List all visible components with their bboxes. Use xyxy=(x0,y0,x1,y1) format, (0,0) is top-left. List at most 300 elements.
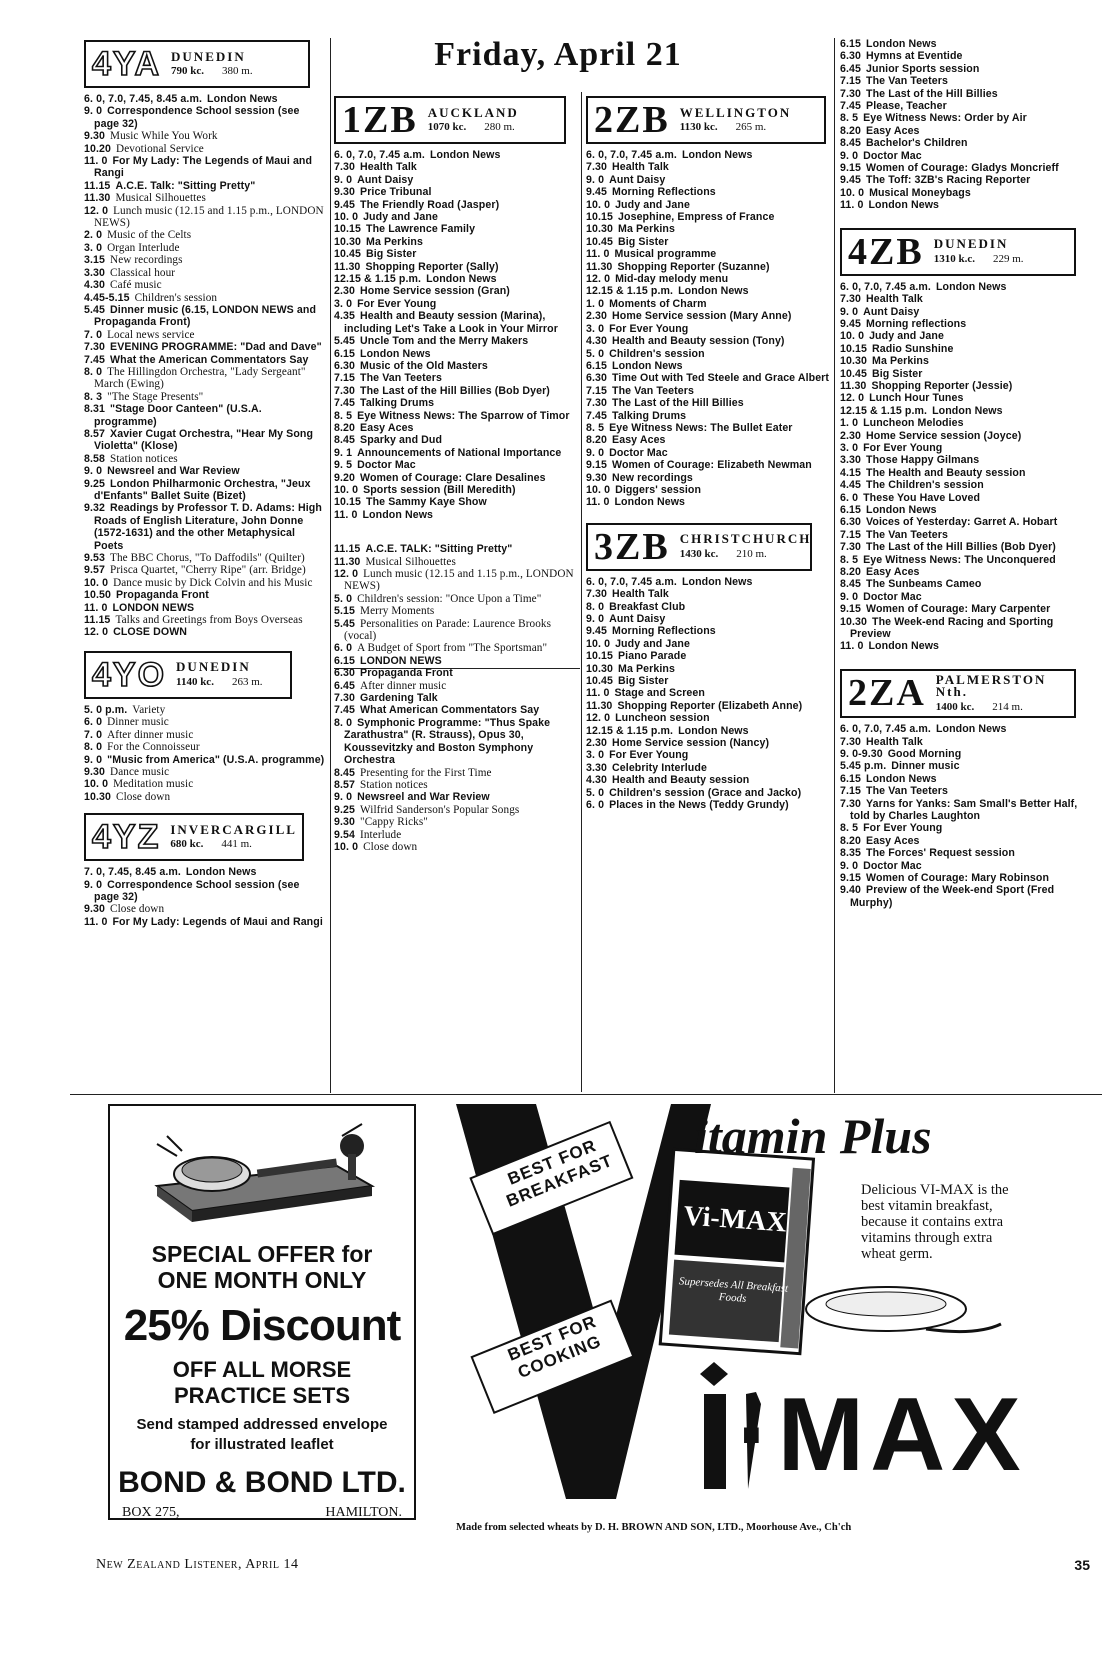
schedule-entry xyxy=(840,748,1094,760)
schedule-entry xyxy=(334,236,578,248)
schedule-entry xyxy=(840,293,1094,305)
entry-description: Bachelor's Children xyxy=(866,137,968,150)
station-m: 229 m. xyxy=(992,252,1024,265)
entry-description: Xavier Cugat Orchestra, "Hear My Song Violetta" (Klose) xyxy=(94,427,314,453)
entry-description: London News xyxy=(185,866,257,879)
schedule-entry xyxy=(586,787,832,799)
entry-description: Morning reflections xyxy=(866,317,967,330)
schedule-entry xyxy=(334,310,578,335)
schedule-entry xyxy=(334,186,578,198)
schedule-entry xyxy=(334,410,578,422)
schedule-entry xyxy=(586,236,832,248)
ad-line: ONE MONTH ONLY xyxy=(157,1267,367,1293)
entry-description: Station notices xyxy=(360,778,428,791)
entry-time: 10.15 xyxy=(840,342,868,355)
entry-description: Easy Aces xyxy=(360,421,414,434)
entry-time: 3.15 xyxy=(84,254,106,267)
schedule-entry xyxy=(334,199,578,211)
station-call: 2ZA xyxy=(848,672,926,715)
entry-time: 7.45 xyxy=(84,353,106,366)
vimax-box-tagline: Supersedes All Breakfast Foods xyxy=(678,1275,789,1305)
schedule-entry xyxy=(586,496,832,508)
entry-time: 12.15 & 1.15 p.m. xyxy=(840,404,928,417)
entry-description: EVENING PROGRAMME: "Dad and Dave" xyxy=(110,341,322,354)
entry-time: 11. 0 xyxy=(84,601,108,614)
schedule-entry xyxy=(334,496,578,508)
entry-time: 11. 0 xyxy=(84,915,108,928)
schedule-entry xyxy=(334,273,578,285)
entry-time: 6. 0, 7.0, 7.45, 8.45 a.m. xyxy=(84,93,203,105)
entry-time: 6. 0, 7.0, 7.45 a.m. xyxy=(586,575,677,588)
entry-time: 8. 0 xyxy=(586,600,605,613)
schedule-entry xyxy=(840,343,1094,355)
entry-description: London News xyxy=(868,640,940,653)
entry-time: 5. 0 p.m. xyxy=(84,703,128,716)
entry-description: Propaganda Front xyxy=(360,667,453,680)
schedule-entry xyxy=(586,273,832,285)
entry-description: The Van Teeters xyxy=(866,75,948,88)
entry-time: 7.30 xyxy=(840,797,862,810)
station-m: 214 m. xyxy=(992,700,1023,713)
entry-time: 6. 0, 7.0, 7.45 a.m. xyxy=(334,149,425,161)
entry-time: 9.40 xyxy=(840,884,862,897)
schedule-entry xyxy=(84,916,326,928)
entry-time: 12. 0 xyxy=(840,392,865,405)
entry-description: Morning Reflections xyxy=(612,186,716,199)
schedule-entry xyxy=(840,822,1094,834)
schedule-entry xyxy=(334,335,578,347)
entry-time: 5. 0 xyxy=(334,592,353,605)
entry-description: London News xyxy=(207,93,278,105)
entry-description: Ma Perkins xyxy=(618,662,675,675)
entry-time: 10.30 xyxy=(334,235,362,248)
entry-time: 10.15 xyxy=(586,650,614,663)
entry-description: The Last of the Hill Billies (Bob Dyer) xyxy=(866,541,1056,554)
entry-time: 3.30 xyxy=(586,761,608,774)
station-kc: 1310 k.c. xyxy=(933,252,975,265)
entry-time: 9. 0 xyxy=(84,878,103,891)
entry-description: New recordings xyxy=(110,254,183,267)
entry-description: For Ever Young xyxy=(609,322,689,335)
schedule-entry xyxy=(586,650,832,662)
entry-description: London News xyxy=(932,404,1003,417)
entry-time: 7.30 xyxy=(586,161,608,174)
entry-description: Home Service session (Nancy) xyxy=(612,737,770,750)
entry-description: London News xyxy=(866,38,937,50)
entry-description: Josephine, Empress of France xyxy=(618,211,775,224)
section-rule xyxy=(70,1094,1102,1095)
entry-description: LONDON NEWS xyxy=(112,601,195,614)
entry-time: 4.30 xyxy=(586,335,608,348)
entry-description: The Friendly Road (Jasper) xyxy=(360,198,500,211)
entry-description: "Music from America" (U.S.A. programme) xyxy=(107,753,325,766)
entry-time: 6. 0 xyxy=(586,799,605,812)
entry-description: Eye Witness News: The Unconquered xyxy=(863,553,1056,566)
entry-description: The Van Teeters xyxy=(866,528,948,541)
entry-time: 9. 5 xyxy=(334,459,353,472)
entry-description: Health Talk xyxy=(866,293,923,306)
entry-time: 9. 0 xyxy=(840,590,859,603)
entry-description: Ma Perkins xyxy=(872,355,929,368)
column-1 xyxy=(84,38,326,928)
entry-description: Hymns at Eventide xyxy=(866,50,963,63)
entry-description: Health Talk xyxy=(866,735,923,748)
station-header-4zb xyxy=(840,228,1076,276)
schedule-entry xyxy=(84,577,326,589)
entry-time: 10.15 xyxy=(334,496,362,509)
station-city: DUNEDIN xyxy=(176,659,251,675)
entry-description: Ma Perkins xyxy=(618,223,675,236)
entry-description: Presenting for the First Time xyxy=(360,766,492,779)
entry-time: 8. 5 xyxy=(840,553,859,566)
entry-time: 9. 0 xyxy=(84,105,103,118)
entry-description: Lunch Hour Tunes xyxy=(869,392,964,405)
entry-description: Easy Aces xyxy=(866,834,920,847)
schedule-entry xyxy=(840,88,1094,100)
schedule-entry xyxy=(84,304,326,329)
station-call: 4ZB xyxy=(848,230,924,273)
entry-time: 11.30 xyxy=(840,379,867,392)
entry-time: 7.15 xyxy=(586,384,608,397)
schedule-entry xyxy=(586,712,832,724)
schedule-entry xyxy=(586,737,832,749)
schedule-3zb xyxy=(586,576,832,812)
entry-description: "Stage Door Canteen" (U.S.A. programme) xyxy=(94,403,262,428)
entry-time: 10.30 xyxy=(84,790,112,803)
schedule-entry xyxy=(334,704,578,716)
entry-time: 7. 0 xyxy=(84,328,103,341)
entry-description: A Budget of Sport from "The Sportsman" xyxy=(357,642,548,655)
entry-time: 12. 0 xyxy=(586,273,611,286)
entry-time: 8. 5 xyxy=(840,822,859,835)
entry-description: Judy and Jane xyxy=(363,211,438,224)
entry-time: 5.45 xyxy=(84,303,106,316)
entry-description: Easy Aces xyxy=(612,434,666,447)
entry-description: Children's session xyxy=(134,291,218,304)
entry-time: 8.20 xyxy=(840,124,862,137)
station-header-4yz xyxy=(84,813,304,861)
schedule-entry xyxy=(84,279,326,291)
schedule-entry xyxy=(840,162,1094,174)
entry-description: Children's session: "Once Upon a Time" xyxy=(357,592,542,605)
entry-description: Sparky and Dud xyxy=(360,434,443,447)
ad-line: PRACTICE SETS xyxy=(173,1383,351,1408)
schedule-entry xyxy=(586,186,832,198)
schedule-entry xyxy=(84,589,326,601)
entry-time: 9. 0 xyxy=(840,859,859,872)
station-header-1zb xyxy=(334,96,566,144)
entry-description: Luncheon session xyxy=(615,712,710,725)
entry-time: 6. 0 xyxy=(840,491,859,504)
entry-time: 11. 0 xyxy=(334,508,358,521)
entry-time: 7.15 xyxy=(840,528,862,541)
schedule-entry xyxy=(586,762,832,774)
entry-description: The Sunbeams Cameo xyxy=(866,578,982,591)
entry-description: For Ever Young xyxy=(863,441,943,454)
entry-description: Aunt Daisy xyxy=(863,305,920,318)
schedule-entry xyxy=(84,778,326,790)
schedule-entry xyxy=(334,223,578,235)
entry-time: 9.15 xyxy=(840,603,862,616)
entry-time: 10.45 xyxy=(840,367,868,380)
entry-time: 11.30 xyxy=(586,260,613,273)
schedule-entry xyxy=(840,640,1094,652)
entry-time: 8.45 xyxy=(840,137,862,150)
schedule-entry xyxy=(840,187,1094,199)
entry-description: London News xyxy=(426,273,497,286)
entry-time: 1. 0 xyxy=(840,417,859,430)
schedule-entry xyxy=(586,687,832,699)
entry-description: Gardening Talk xyxy=(360,692,438,705)
entry-time: 10.45 xyxy=(586,675,614,688)
entry-time: 8.45 xyxy=(334,434,356,447)
entry-description: Doctor Mac xyxy=(863,859,922,872)
entry-time: 6. 0, 7.0, 7.45 a.m. xyxy=(840,723,931,736)
entry-time: 8.20 xyxy=(840,834,862,847)
entry-time: 7.15 xyxy=(334,372,356,385)
schedule-entry xyxy=(586,323,832,335)
entry-time: 11.15 xyxy=(84,179,111,192)
schedule-entry xyxy=(334,816,578,828)
schedule-entry xyxy=(334,447,578,459)
schedule-entry xyxy=(840,150,1094,162)
schedule-entry xyxy=(840,306,1094,318)
schedule-entry xyxy=(334,605,578,617)
entry-time: 11.15 xyxy=(334,543,361,556)
station-call: 4YA xyxy=(92,45,162,83)
entry-time: 8.20 xyxy=(840,566,862,579)
schedule-entry xyxy=(84,205,326,230)
entry-time: 4.45-5.15 xyxy=(84,291,130,304)
entry-time: 4.30 xyxy=(84,279,106,292)
entry-description: London News xyxy=(868,199,940,212)
schedule-entry xyxy=(586,310,832,322)
entry-description: Women of Courage: Gladys Moncrieff xyxy=(866,162,1059,175)
entry-description: What the American Commentators Say xyxy=(110,353,309,366)
entry-description: Organ Interlude xyxy=(107,241,180,254)
entry-description: Big Sister xyxy=(618,675,669,688)
schedule-entry xyxy=(840,860,1094,872)
entry-description: Aunt Daisy xyxy=(609,613,666,625)
station-header-2za xyxy=(840,669,1076,718)
schedule-entry xyxy=(84,903,326,915)
entry-time: 7.30 xyxy=(840,541,862,554)
schedule-entry xyxy=(334,348,578,360)
schedule-entry xyxy=(840,63,1094,75)
entry-description: Judy and Jane xyxy=(615,198,690,211)
entry-description: Dinner music xyxy=(107,716,169,729)
station-kc: 680 kc. xyxy=(170,838,204,851)
entry-time: 10. 0 xyxy=(586,483,611,496)
schedule-entry xyxy=(334,791,578,803)
schedule-entry xyxy=(840,330,1094,342)
schedule-entry xyxy=(840,616,1094,641)
schedule-entry xyxy=(586,484,832,496)
schedule-entry xyxy=(840,566,1094,578)
entry-description: Talking Drums xyxy=(612,409,687,422)
entry-time: 11. 0 xyxy=(84,155,108,168)
schedule-entry xyxy=(586,613,832,625)
station-header-3zb xyxy=(586,523,812,571)
ad-line: OFF ALL MORSE xyxy=(172,1357,352,1382)
entry-time: 7.45 xyxy=(334,397,356,410)
schedule-entry xyxy=(334,692,578,704)
entry-description: For Ever Young xyxy=(609,749,689,762)
entry-description: The BBC Chorus, "To Daffodils" (Quilter) xyxy=(110,552,305,565)
entry-description: London News xyxy=(612,359,683,372)
entry-description: Mid-day melody menu xyxy=(615,273,729,286)
schedule-3zb-continued xyxy=(840,38,1094,212)
entry-time: 4.35 xyxy=(334,310,356,323)
schedule-entry xyxy=(840,100,1094,112)
entry-time: 10. 0 xyxy=(586,637,611,650)
schedule-entry xyxy=(84,502,326,552)
schedule-entry xyxy=(84,729,326,741)
entry-description: Health and Beauty session (Marina), including Let's Take a Look in Your Mirror xyxy=(344,310,558,335)
entry-time: 11.30 xyxy=(334,260,361,273)
schedule-entry xyxy=(586,174,832,186)
entry-description: These You Have Loved xyxy=(863,491,981,504)
schedule-entry xyxy=(840,405,1094,417)
entry-time: 2.30 xyxy=(840,429,862,442)
station-m: 265 m. xyxy=(735,121,767,133)
schedule-entry xyxy=(84,242,326,254)
entry-time: 9. 0 xyxy=(334,173,353,186)
station-call: 3ZB xyxy=(594,525,670,568)
entry-description: The Children's session xyxy=(866,479,984,492)
schedule-entry xyxy=(840,736,1094,748)
entry-description: Home Service session (Mary Anne) xyxy=(612,310,792,323)
schedule-entry xyxy=(84,602,326,614)
entry-time: 10. 0 xyxy=(840,330,865,343)
entry-time: 9.45 xyxy=(586,186,608,199)
entry-description: The Last of the Hill Billies xyxy=(612,397,744,410)
entry-time: 8. 0 xyxy=(334,716,353,729)
schedule-entry xyxy=(840,479,1094,491)
entry-description: Talks and Greetings from Boys Overseas xyxy=(115,614,303,627)
schedule-entry xyxy=(840,38,1094,50)
entry-description: A.C.E. Talk: "Sitting Pretty" xyxy=(115,179,256,192)
entry-time: 6.30 xyxy=(334,359,356,372)
entry-description: Big Sister xyxy=(618,235,669,248)
schedule-entry xyxy=(84,341,326,353)
entry-time: 11.30 xyxy=(334,555,361,568)
schedule-entry xyxy=(840,504,1094,516)
entry-time: 2.30 xyxy=(586,737,608,750)
entry-time: 12. 0 xyxy=(586,712,611,725)
entry-description: Health Talk xyxy=(612,161,669,174)
entry-time: 9. 0 xyxy=(84,465,103,478)
morse-advertisement xyxy=(108,1104,416,1520)
schedule-1zb xyxy=(334,149,578,521)
schedule-entry xyxy=(84,130,326,142)
schedule-entry xyxy=(586,385,832,397)
entry-time: 6.30 xyxy=(840,50,862,63)
schedule-entry xyxy=(84,741,326,753)
schedule-entry xyxy=(334,459,578,471)
schedule-entry xyxy=(84,391,326,403)
entry-time: 9. 0-9.30 xyxy=(840,747,883,760)
schedule-entry xyxy=(586,601,832,613)
station-m: 380 m. xyxy=(222,65,253,77)
station-kc: 1430 kc. xyxy=(679,547,719,560)
entry-time: 3. 0 xyxy=(84,241,103,254)
schedule-entry xyxy=(334,248,578,260)
entry-description: Moments of Charm xyxy=(609,297,707,310)
schedule-entry xyxy=(586,774,832,786)
entry-time: 8. 5 xyxy=(840,112,859,125)
entry-description: The Lawrence Family xyxy=(366,223,476,236)
schedule-entry xyxy=(586,298,832,310)
entry-description: Local news service xyxy=(107,328,195,341)
entry-time: 10.45 xyxy=(586,235,614,248)
column-2 xyxy=(334,94,578,853)
schedule-entry xyxy=(840,281,1094,293)
schedule-entry xyxy=(84,879,326,904)
entry-time: 10.30 xyxy=(840,355,868,368)
schedule-entry xyxy=(840,368,1094,380)
schedule-entry xyxy=(586,459,832,471)
station-kc: 1400 kc. xyxy=(935,700,975,713)
schedule-entry xyxy=(840,75,1094,87)
entry-description: Women of Courage: Mary Robinson xyxy=(866,871,1050,884)
entry-description: Musical Silhouettes xyxy=(365,555,456,568)
schedule-2za xyxy=(840,723,1094,909)
schedule-entry xyxy=(840,603,1094,615)
entry-time: 6.30 xyxy=(334,667,356,680)
schedule-entry xyxy=(586,576,832,588)
entry-time: 5.15 xyxy=(334,605,356,618)
entry-time: 6.15 xyxy=(840,504,862,516)
entry-time: 9.53 xyxy=(84,552,106,565)
schedule-entry xyxy=(334,211,578,223)
entry-description: The Van Teeters xyxy=(866,785,948,798)
entry-time: 10.20 xyxy=(84,142,112,155)
entry-description: The Van Teeters xyxy=(612,384,694,397)
entry-description: The Health and Beauty session xyxy=(866,466,1026,479)
entry-description: Newsreel and War Review xyxy=(357,791,490,804)
ad-line: for illustrated leaflet xyxy=(190,1436,334,1453)
vimax-brand: i·MAX xyxy=(702,1377,1027,1493)
schedule-entry xyxy=(334,642,578,654)
entry-description: Women of Courage: Elizabeth Newman xyxy=(612,459,812,472)
entry-time: 9.30 xyxy=(84,130,106,143)
schedule-entry xyxy=(840,199,1094,211)
entry-description: What American Commentators Say xyxy=(360,704,540,717)
vimax-badge-cooking: BEST FOR COOKING xyxy=(504,1311,605,1383)
schedule-entry xyxy=(334,261,578,273)
schedule-entry xyxy=(586,372,832,384)
schedule-entry xyxy=(334,434,578,446)
ad-city: HAMILTON. xyxy=(325,1505,402,1520)
entry-description: Café music xyxy=(110,279,162,292)
entry-time: 8.35 xyxy=(840,847,862,860)
entry-description: London News xyxy=(678,724,749,737)
entry-description: For the Connoisseur xyxy=(107,741,200,754)
schedule-entry xyxy=(334,841,578,853)
vimax-headline: itamin Plus xyxy=(694,1108,932,1164)
entry-description: Aunt Daisy xyxy=(357,173,414,186)
entry-description: Junior Sports session xyxy=(866,62,980,75)
entry-time: 6.45 xyxy=(840,62,862,75)
entry-description: The Last of the Hill Billies (Bob Dyer) xyxy=(360,384,550,397)
entry-time: 9.45 xyxy=(586,625,608,638)
schedule-entry xyxy=(586,261,832,273)
schedule-entry xyxy=(586,161,832,173)
schedule-entry xyxy=(586,725,832,737)
schedule-entry xyxy=(586,211,832,223)
entry-time: 11.30 xyxy=(84,192,111,205)
